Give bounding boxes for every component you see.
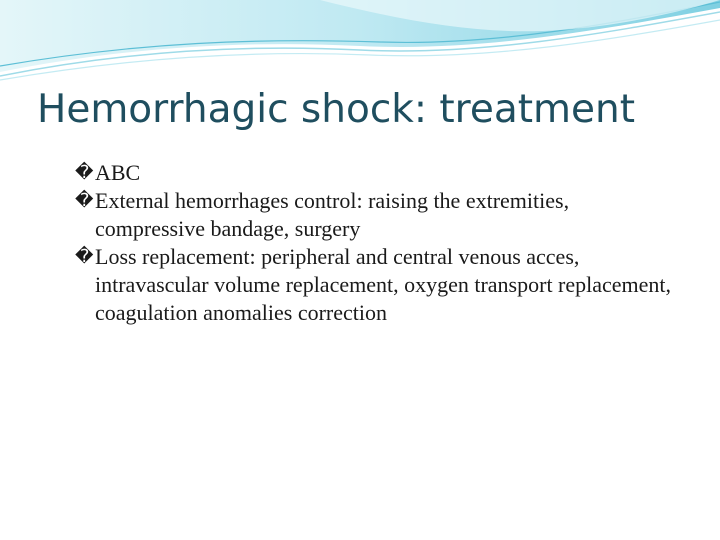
bullet-list [75, 159, 675, 327]
bullet-text: Loss replacement: peripheral and central venous acces, intravascular volume replacement, oxygen transport replacement, coagulation anomalies correction [95, 244, 672, 325]
bullet-glyph-icon: � [75, 246, 94, 267]
bullet-glyph-icon: � [75, 190, 94, 211]
bullet-text: ABC [95, 160, 141, 185]
header-wave-decoration [0, 0, 720, 90]
slide-title: Hemorrhagic shock: treatment [37, 87, 636, 132]
bullet-text: External hemorrhages control: raising the extremities, compressive bandage, surgery [95, 188, 570, 241]
bullet-glyph-icon: � [75, 162, 94, 183]
bullet-item-loss-replacement [75, 243, 675, 327]
bullet-item-abc [75, 159, 675, 187]
bullet-item-external-hemorrhages [75, 187, 675, 243]
